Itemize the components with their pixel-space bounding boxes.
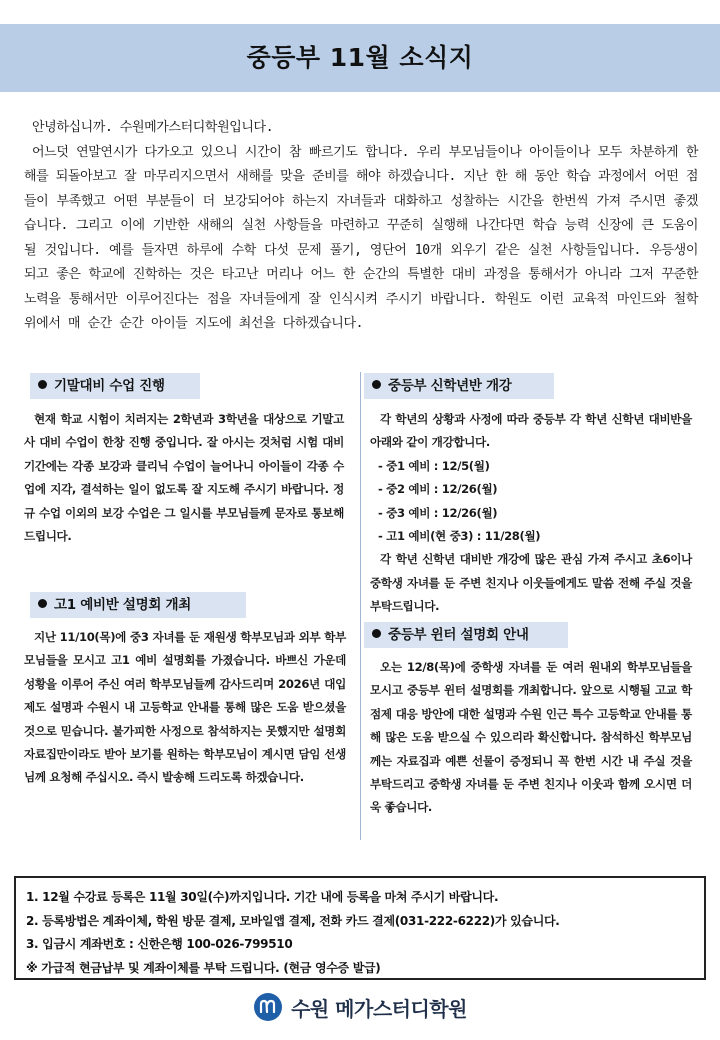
bullet-icon [38,380,47,389]
section-winter-header [364,622,568,648]
payment-notice-box [14,876,706,980]
section-newterm-body [370,408,692,619]
academy-name: 수원 메가스터디학원 [291,996,467,1021]
section-hsinfo-text: 지난 11/10(목)에 중3 자녀를 둔 재원생 학부모님과 외부 학부모님들을 모시고 고1 예비 설명회를 가졌습니다. 바쁘신 가운데 성황을 이루어 주신 여러 학부모님들께 감사드리며 2026년 대입 제도 설명과 수원시 내 고등학교 안내를 통해 많은 도움 받으셨을 것으로 믿습니다. 불가피한 사정으로 참석하지는 못했지만 설명회 자료집만이라도 받아 보기를 원하는 학부모님이 계시면 담임 선생님께 요청해 주십시오. 즉시 발송해 드리도록 하겠습니다. [24,630,346,785]
schedule-item: - 중2 예비 : 12/26(월) [378,482,498,497]
section-exam-title: 기말대비 수업 진행 [54,378,165,394]
section-hsinfo-body [24,626,346,790]
section-exam-text: 현재 학교 시험이 치러지는 2학년과 3학년을 대상으로 기말고사 대비 수업이 한창 진행 중입니다. 잘 아시는 것처럼 시험 대비 기간에는 각종 보강과 클리닉 수업이 늘어나니 아이들이 각종 수업에 지각, 결석하는 일이 없도록 잘 지도해 주시기 바랍니다. 정규 수업 이외의 보강 수업은 그 일시를 부모님들께 문자로 통보해 드립니다. [24,412,344,544]
schedule-item: - 중3 예비 : 12/26(월) [378,505,498,520]
notice-item: 3. 입금시 계좌번호 : 신한은행 100-026-799510 [26,937,293,951]
bullet-icon [372,380,381,389]
section-newterm-outro: 각 학년 신학년 대비반 개강에 많은 관심 가져 주시고 초6이나 중학생 자녀를 둔 주변 친지나 이웃들에게도 말씀 전해 주실 것을 부탁드립니다. [370,552,692,614]
notice-item: 1. 12월 수강료 등록은 11월 30일(수)까지입니다. 기간 내에 등록을 마쳐 주시기 바랍니다. [26,890,499,904]
intro-body: 어느덧 연말연시가 다가오고 있으니 시간이 참 빠르기도 합니다. 우리 부모님들이나 아이들이나 모두 차분하게 한 해를 되돌아보고 잘 마무리지으면서 새해를 맞을 준비를 해야 하겠습니다. 지난 한 해 동안 학습 과정에서 어떤 점들이 부족했고 어떤 부분들이 더 보강되어야 하는지 자녀들과 대화하고 성찰하는 시간을 한번씩 가져 주시면 좋겠습니다. 그리고 이에 기반한 새해의 실천 사항들을 마련하고 꾸준히 실행해 나간다면 학습 능력 신장에 큰 도움이 될 것입니다. 예를 들자면 하루에 수학 다섯 문제 풀기, 영단어 10개 외우기 같은 실천 사항들입니다. 우등생이 되고 좋은 학교에 진학하는 것은 타고난 머리나 어느 한 순간의 특별한 대비 과정을 통해서가 아니라 그저 꾸준한 노력을 통해서만 이루어진다는 점을 자녀들에게 잘 인식시켜 주시기 바랍니다. 학원도 이런 교육적 마인드와 철학 위에서 매 순간 순간 아이들 지도에 최선을 다하겠습니다. [24,144,698,331]
section-winter-text: 오는 12/8(목)에 중학생 자녀를 둔 여러 원내외 학부모님들을 모시고 중등부 윈터 설명회를 개최합니다. 앞으로 시행될 고교 학점제 대응 방안에 대한 설명과 수원 인근 특수 고등학교 안내를 통해 많은 도움 받으실 수 있으리라 확신합니다. 참석하신 학부모님께는 자료집과 예쁜 선물이 증정되니 꼭 한번 시간 내 주실 것을 부탁드리고 중학생 자녀를 둔 주변 친지나 이웃과 함께 오시면 더욱 좋습니다. [370,660,692,815]
section-newterm-header [364,373,554,399]
section-winter-title: 중등부 윈터 설명회 안내 [388,627,529,643]
section-hsinfo-header [30,592,246,618]
section-exam-body [24,408,344,548]
section-winter-body [370,656,692,820]
footer-brand [0,990,720,1024]
section-newterm-intro: 각 학년의 상황과 사정에 따라 중등부 각 학년 신학년 대비반을 아래와 같이 개강합니다. [370,412,692,450]
newterm-schedule-list [370,455,692,549]
section-newterm-title: 중등부 신학년반 개강 [388,378,512,394]
notice-item: 2. 등록방법은 계좌이체, 학원 방문 결제, 모바일앱 결제, 전화 카드 결제(031-222-6222)가 있습니다. [26,913,560,928]
intro-letter [24,116,698,337]
column-divider [360,372,361,840]
section-hsinfo-title: 고1 예비반 설명회 개최 [54,597,191,613]
section-exam-header [30,373,200,399]
notice-item: ※ 가급적 현금납부 및 계좌이체를 부탁 드립니다. (현금 영수증 발급) [26,960,381,975]
schedule-item: - 중1 예비 : 12/5(월) [378,458,490,473]
bullet-icon [38,599,47,608]
page-title: 중등부 11월 소식지 [246,43,474,72]
megastudy-logo-icon [253,992,283,1022]
schedule-item: - 고1 예비(현 중3) : 11/28(월) [378,529,541,544]
intro-greeting: 안녕하십니까. 수원메가스터디학원입니다. [32,120,274,135]
bullet-icon [372,629,381,638]
